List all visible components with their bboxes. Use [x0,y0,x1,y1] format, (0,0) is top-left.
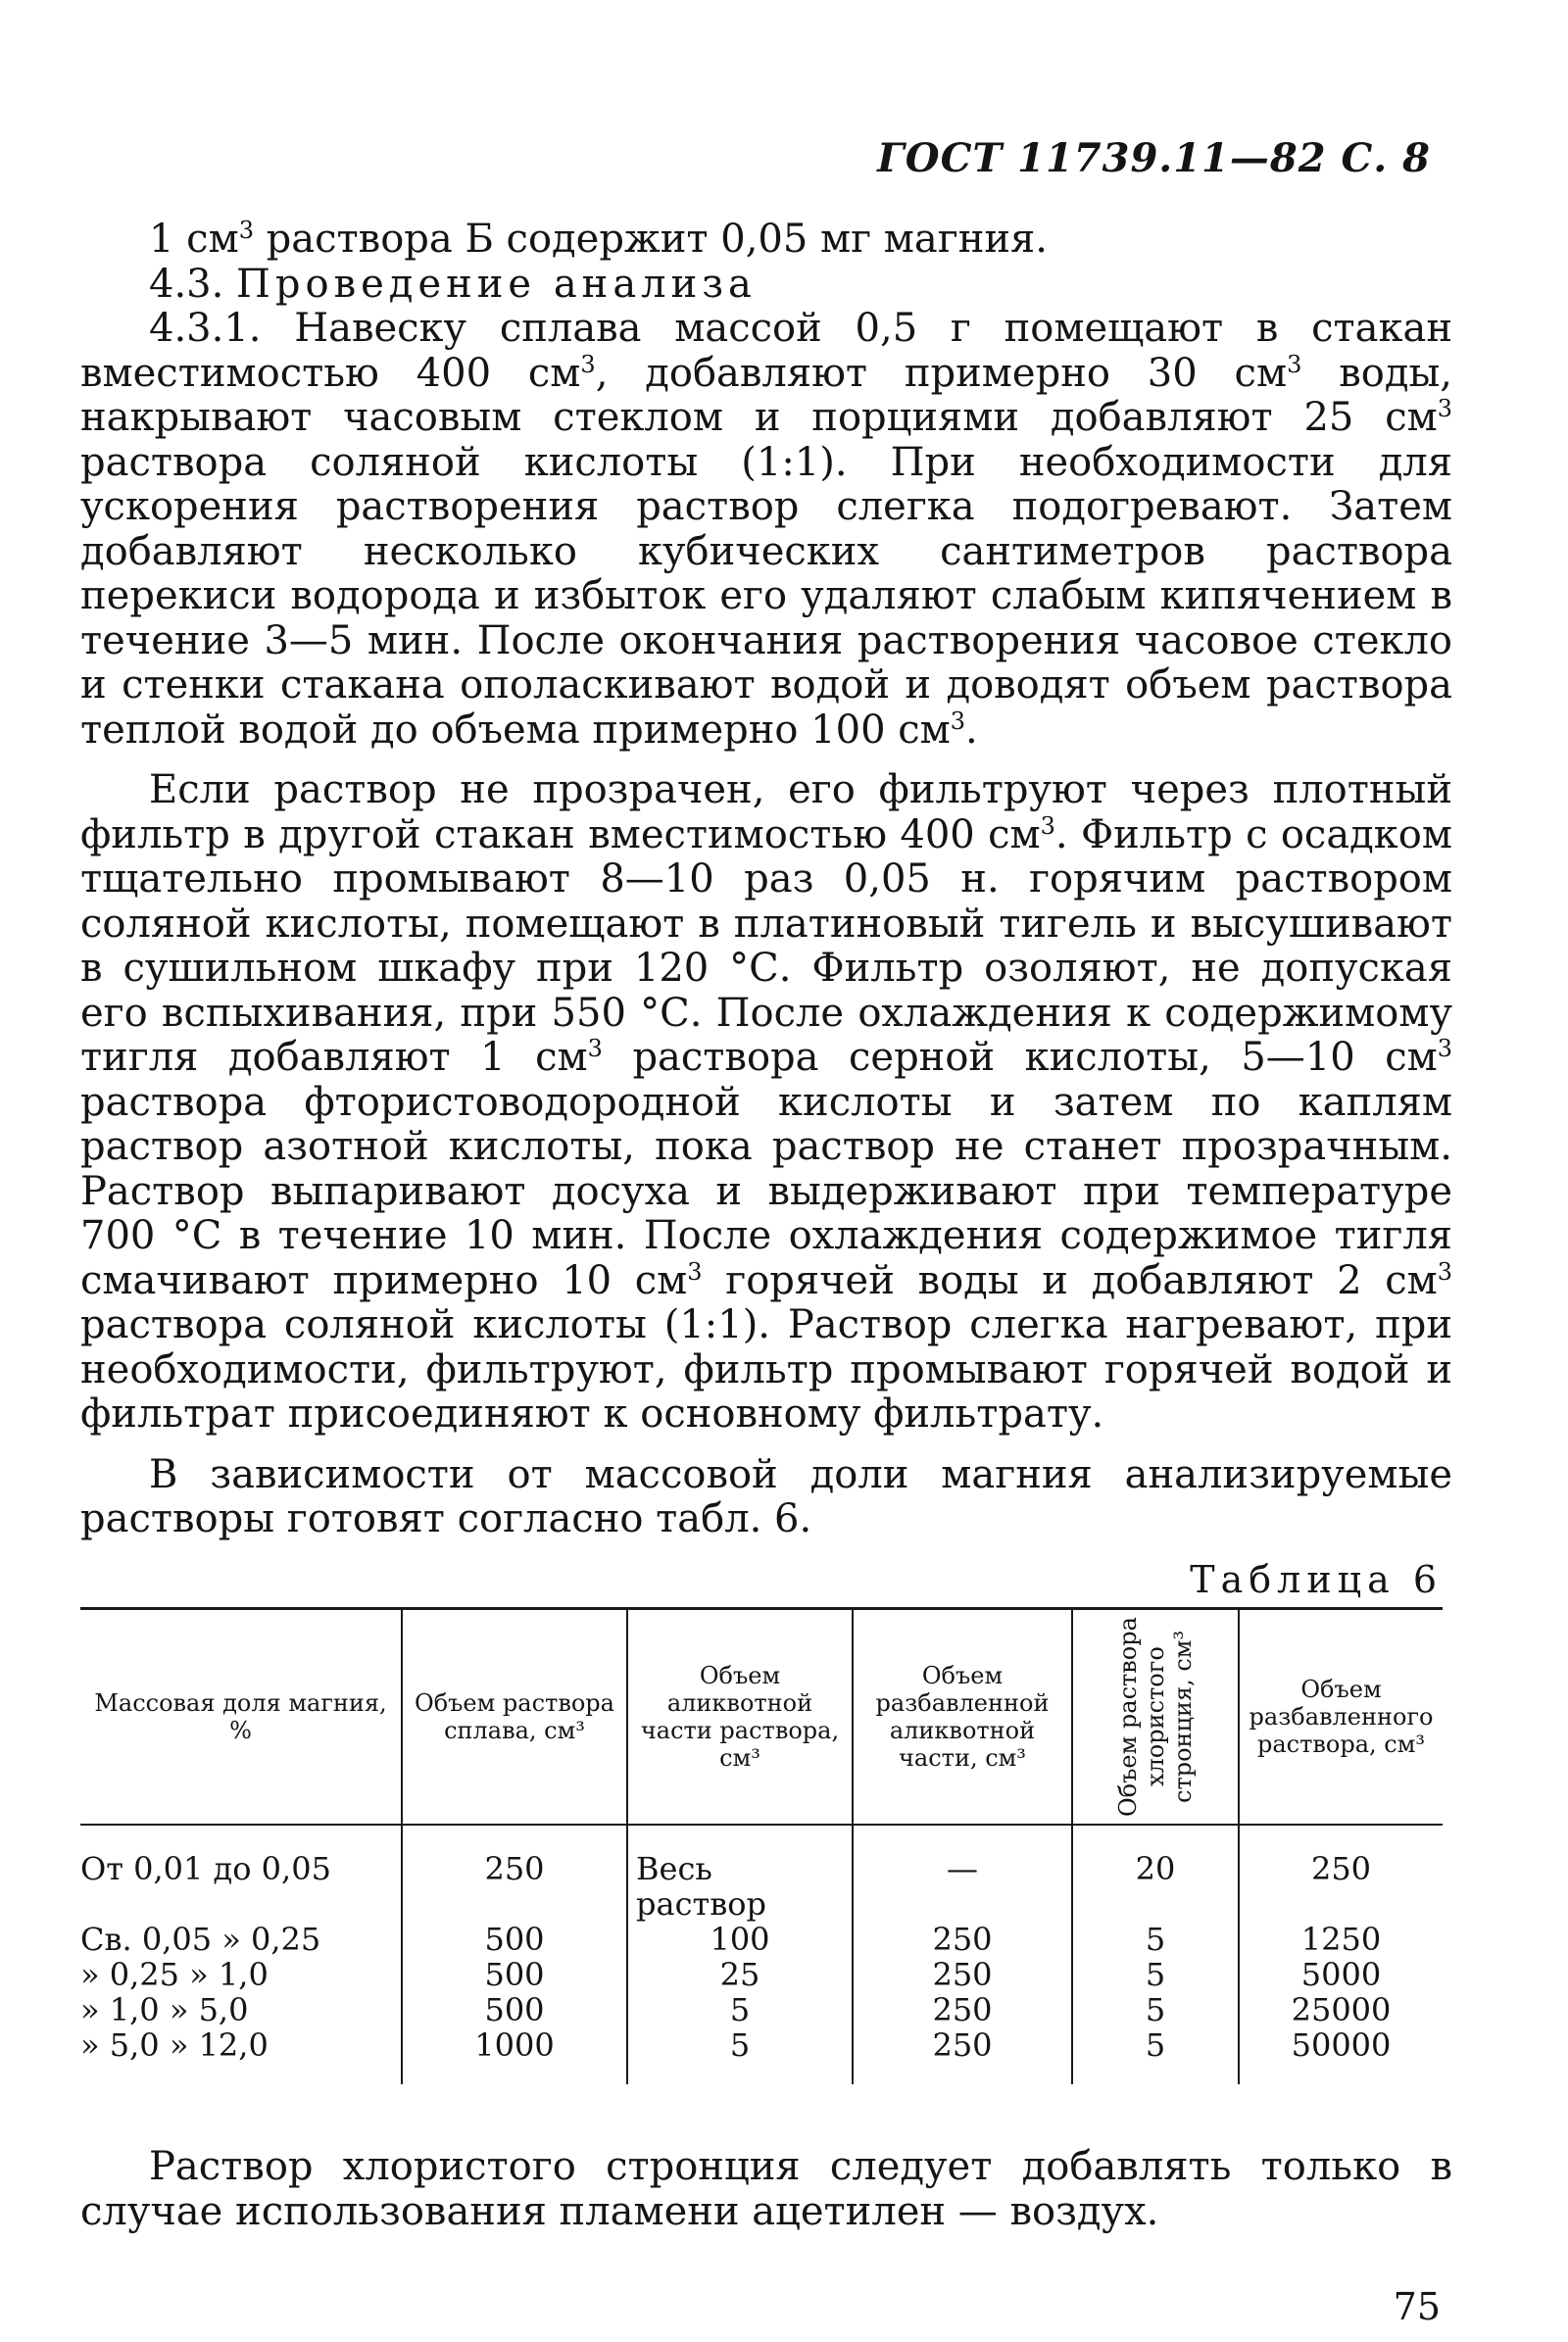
table-cell: 5 [1072,1922,1239,1957]
table-cell: 5 [1072,2027,1239,2084]
table-cell: » 1,0 » 5,0 [80,1991,249,2028]
table-header-row [80,1609,1443,1826]
table-cell: 5 [1072,1992,1239,2027]
text-fragment: раствора соляной кислоты (1:1). Раствор слегка нагревают, при необходимости, фильтруют, фильтр промывают горячей водой и фильтрат присоединяют к основному фильтрату. [80,1302,1452,1437]
table-cell: 1250 [1239,1922,1443,1957]
section-number: 4.3. [149,261,237,307]
text-fragment: . [965,707,978,753]
text-fragment: 4.3.1. Навеску сплава массой 0,5 г помещают в стакан вместимостью 400 см [80,306,1452,396]
table-cell: 500 [402,1922,627,1957]
document-header: ГОСТ 11739.11—82 С. 8 [877,135,1431,181]
table-cell: 1000 [402,2027,627,2084]
text-fragment: горячей воды и добавляют 2 см [702,1257,1438,1303]
paragraph-solution-b [80,218,1452,263]
column-header: Массовая доля магния, % [80,1609,402,1826]
text-fragment: Если раствор не прозрачен, его фильтруют через плотный фильтр в другой стакан вместимостью 400 см [80,767,1452,857]
table-row [80,2027,1443,2084]
table-cell: 250 [853,1992,1072,2027]
paragraph-4-3-1 [80,307,1452,753]
table-cell: 5 [1072,1957,1239,1992]
table-cell: — [853,1825,1072,1922]
text-fragment: 1 см [149,217,239,262]
table-row [80,1922,1443,1957]
table-cell: » 5,0 » 12,0 [80,2026,269,2064]
table-cell: » 0,25 » 1,0 [80,1956,269,1993]
superscript: 3 [1437,1035,1452,1062]
text-fragment: , добавляют примерно 30 см [595,350,1288,396]
paragraph-filtration [80,768,1452,1438]
table-cell: 50000 [1239,2027,1443,2084]
column-header-rotated [1072,1609,1239,1826]
superscript: 3 [687,1257,703,1286]
table-cell: 250 [853,1922,1072,1957]
table-cell: 500 [402,1992,627,2027]
page-number: 75 [1393,2285,1441,2328]
column-header: Объем раствора сплава, см³ [402,1609,627,1826]
table-cell: 25000 [1239,1992,1443,2027]
superscript: 3 [1040,811,1055,840]
table-cell: 5000 [1239,1957,1443,1992]
table-row [80,1992,1443,2027]
rotated-header-text: Объем раствора хлористого стронция, см³ [1114,1617,1197,1817]
section-heading [80,263,1452,308]
column-header: Объем разбавленного раствора, см³ [1239,1609,1443,1826]
table-cell: 5 [627,1992,853,2027]
column-header: Объем разбавленной аликвотной части, см³ [853,1609,1072,1826]
text-fragment: раствора серной кислоты, 5—10 см [602,1035,1438,1080]
superscript: 3 [587,1035,603,1062]
text-fragment: воды, накрывают часовым стеклом и порциями добавляют 25 см [80,350,1452,440]
text-fragment: раствора Б содержит 0,05 мг магния. [253,217,1048,262]
body-text [80,218,1452,1542]
table-cell: Весь раствор [627,1825,853,1922]
column-header: Объем аликвотной части раствора, см³ [627,1609,853,1826]
superscript: 3 [1437,1257,1452,1286]
note-paragraph: Раствор хлористого стронция следует добавлять только в случае использования пламени ацетилен — воздух. [80,2144,1452,2234]
table-cell: 250 [402,1825,627,1922]
table-cell: 25 [627,1957,853,1992]
table-cell: От 0,01 до 0,05 [80,1850,331,1887]
table-cell: Св. 0,05 » 0,25 [80,1921,321,1958]
footer-note [80,2144,1452,2234]
data-table [80,1607,1443,2084]
table-6 [80,1607,1443,2084]
section-title: Проведение анализа [236,261,757,307]
text-fragment: раствора фтористоводородной кислоты и затем по каплям раствор азотной кислоты, пока раствор не станет прозрачным. Раствор выпаривают досуха и выдерживают при температуре 700 °С в течение 10 мин. После охлаждения содержимое тигля смачивают примерно 10 см [80,1079,1452,1303]
text-fragment: . Фильтр с осадком тщательно промывают 8—10 раз 0,05 н. горячим раствором соляной кислоты, помещают в платиновый тигель и высушивают в сушильном шкафу при 120 °С. Фильтр озоляют, не допуская его вспыхивания, при 550 °С. После охлаждения к содержимому тигля добавляют 1 см [80,811,1452,1080]
table-caption: Таблица 6 [1190,1558,1443,1601]
superscript: 3 [1437,395,1452,422]
text-fragment: раствора соляной кислоты (1:1). При необходимости для ускорения растворения раствор слегка подогревают. Затем добавляют несколько кубических сантиметров раствора перекиси водорода и избыток его удаляют слабым кипячением в течение 3—5 мин. После окончания растворения часовое стекло и стенки стакана ополаскивают водой и доводят объем раствора теплой водой до объема примерно 100 см [80,439,1452,753]
superscript: 3 [238,217,254,244]
table-cell: 5 [627,2027,853,2084]
table-cell: 250 [1239,1825,1443,1922]
paragraph-table-reference: В зависимости от массовой доли магния анализируемые растворы готовят согласно табл. 6. [80,1451,1452,1541]
table-cell: 20 [1072,1825,1239,1922]
rotated-wrap [1079,1610,1232,1824]
table-cell: 250 [853,2027,1072,2084]
superscript: 3 [580,350,596,378]
table-cell: 100 [627,1922,853,1957]
table-row [80,1957,1443,1992]
table-cell: 500 [402,1957,627,1992]
table-cell: 250 [853,1957,1072,1992]
superscript: 3 [1287,350,1302,378]
table-row [80,1825,1443,1922]
superscript: 3 [950,707,966,735]
